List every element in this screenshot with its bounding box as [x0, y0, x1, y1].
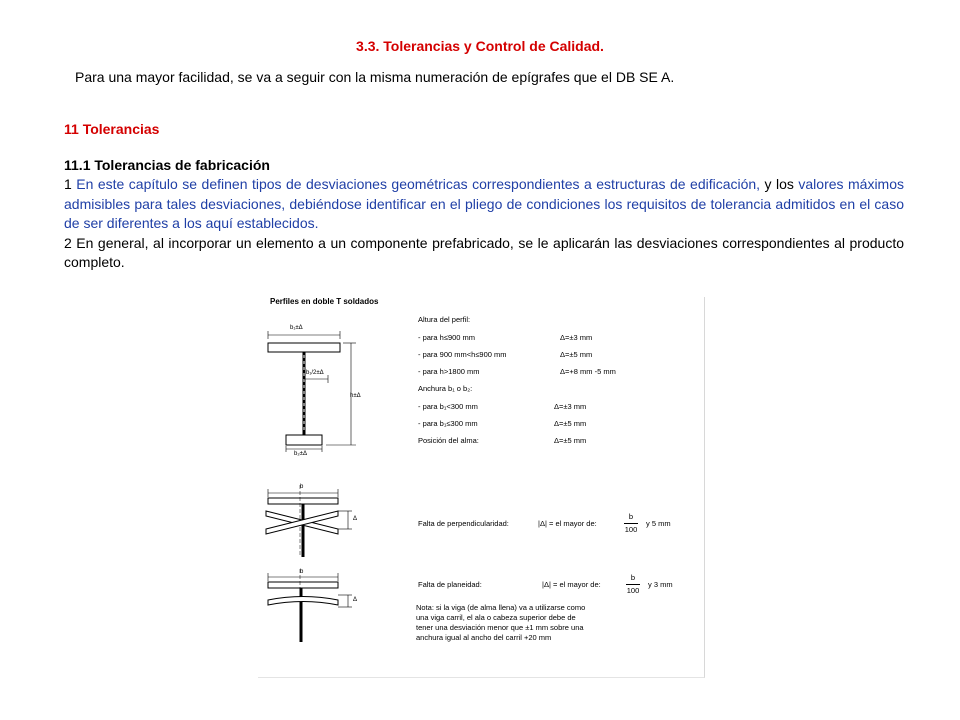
paragraph-1-blue-b: valores máximos admisibles para tales desviaciones, debiéndose identificar en el pliego de condiciones los requisitos de tolerancia admitidos en el caso de ser diferentes a los aquí establecidos.: [64, 176, 904, 231]
spec-value: Δ=±5 mm: [554, 419, 587, 428]
perp-fraction-numerator: b: [628, 512, 634, 521]
paragraph-1: [64, 175, 904, 234]
perp-equation: |Δ| = el mayor de:: [538, 519, 597, 528]
spec-value: Δ=±5 mm: [560, 350, 593, 359]
spec-value: Δ=±3 mm: [554, 402, 587, 411]
flat-label: Falta de planeidad:: [418, 580, 482, 589]
flat-tail: y 3 mm: [648, 580, 673, 589]
tolerance-figure: [258, 297, 705, 678]
spec-value: Δ=+8 mm -5 mm: [560, 367, 616, 376]
label-height: h±Δ: [350, 393, 361, 399]
perp-fraction-denominator: 100: [624, 525, 638, 534]
paragraph-1-number: 1: [64, 176, 77, 192]
flatness-drawing: [268, 569, 352, 642]
figure-title: Perfiles en doble T soldados: [270, 297, 379, 306]
i-beam-drawing: [268, 331, 356, 452]
flat-fraction-numerator: b: [630, 573, 636, 582]
spec-label: - para h>1800 mm: [418, 367, 480, 376]
flat-fraction-denominator: 100: [626, 586, 640, 595]
label-top-flange: b₁±Δ: [290, 325, 303, 331]
label-bottom-flange: b₂±Δ: [294, 451, 307, 457]
paragraph-2: 2 En general, al incorporar un elemento a un componente prefabricado, se le aplicarán las desviaciones correspondientes al producto completo.: [64, 234, 904, 270]
paragraph-1-black: y los: [760, 176, 799, 192]
perpendicularity-drawing: [266, 485, 352, 557]
label-b-perp: b: [300, 484, 304, 490]
section-heading: 11 Tolerancias: [64, 121, 160, 137]
label-delta-flat: Δ: [353, 597, 358, 603]
intro-text: Para una mayor facilidad, se va a seguir con la misma numeración de epígrafes que el DB SE A.: [75, 69, 675, 85]
note-text: Nota: si la viga (de alma llena) va a utilizarse como una viga carril, el ala o cabeza superior debe de tener una desviación menor que ±1 mm sobre una anchura igual al ancho del carril +20 mm: [416, 603, 586, 642]
spec-value: Δ=±5 mm: [554, 436, 587, 445]
body-text: [64, 120, 904, 273]
spec-value: Δ=±3 mm: [560, 333, 593, 342]
spec-label: Anchura b₁ o b₂:: [418, 384, 473, 393]
flat-equation: |Δ| = el mayor de:: [542, 580, 601, 589]
page-title: 3.3. Tolerancias y Control de Calidad.: [356, 38, 604, 54]
perp-fraction-line: [624, 523, 638, 524]
spec-label: Posición del alma:: [418, 436, 479, 445]
label-web-center: b₁/2±Δ: [306, 370, 324, 376]
spec-label: - para b₁≤300 mm: [418, 419, 478, 428]
spec-label: - para 900 mm<h≤900 mm: [418, 350, 507, 359]
label-delta-perp: Δ: [353, 516, 358, 522]
label-b-flat: b: [300, 569, 304, 575]
flat-fraction-line: [626, 584, 640, 585]
perp-label: Falta de perpendicularidad:: [418, 519, 509, 528]
spec-label: Altura del perfil:: [418, 315, 471, 324]
spec-label: - para h≤900 mm: [418, 333, 476, 342]
paragraph-1-blue-a: En este capítulo se definen tipos de desviaciones geométricas correspondientes a estructuras de edificación,: [76, 176, 761, 192]
spec-label: - para b₁<300 mm: [418, 402, 478, 411]
perp-tail: y 5 mm: [646, 519, 671, 528]
subsection-heading: 11.1 Tolerancias de fabricación: [64, 156, 270, 173]
